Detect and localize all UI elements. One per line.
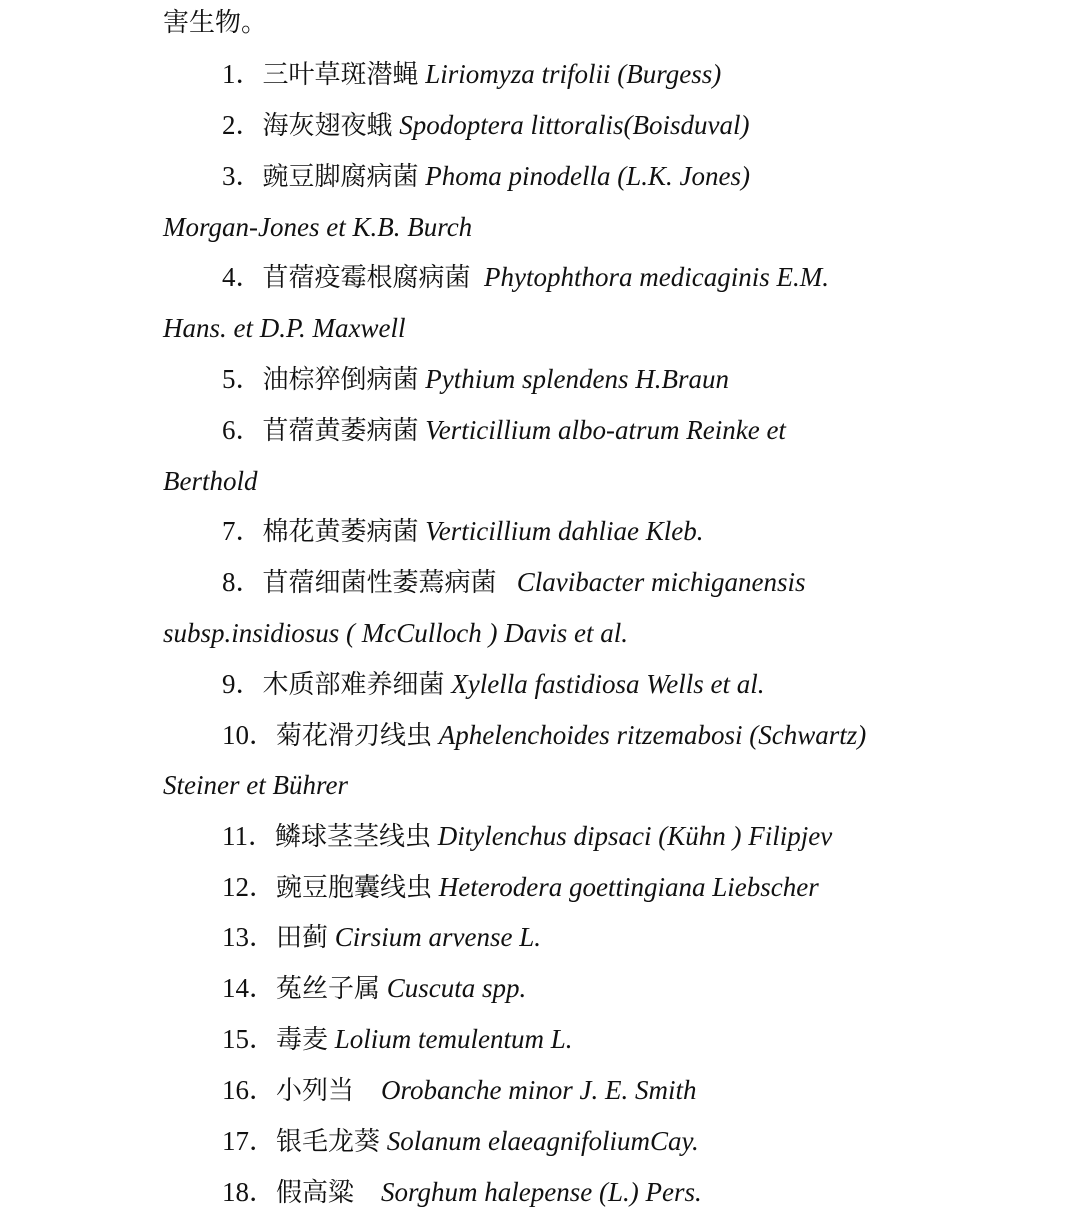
item-number: 4． <box>222 262 263 292</box>
chinese-name: 田蓟 <box>276 923 329 953</box>
list-item <box>222 920 541 955</box>
scientific-name: Phytophthora medicaginis E.M. <box>470 262 829 292</box>
chinese-name: 苜蓿黄萎病菌 <box>262 416 419 446</box>
scientific-name: Xylella fastidiosa Wells et al. <box>444 669 765 699</box>
list-item <box>222 1073 696 1108</box>
scientific-name: Orobanche minor J. E. Smith <box>354 1075 697 1105</box>
list-item <box>222 260 829 295</box>
item-number: 15． <box>222 1024 276 1054</box>
list-item <box>222 413 786 448</box>
list-item <box>222 971 526 1006</box>
item-number: 9． <box>222 669 263 699</box>
item-number: 11． <box>222 821 275 851</box>
chinese-name: 菊花滑刃线虫 <box>276 721 433 751</box>
chinese-name: 毒麦 <box>276 1025 329 1055</box>
chinese-name: 三叶草斑潜蝇 <box>262 60 419 90</box>
chinese-name: 海灰翅夜蛾 <box>262 111 393 141</box>
chinese-name: 棉花黄萎病菌 <box>262 517 419 547</box>
list-item <box>222 514 703 549</box>
scientific-name: Cuscuta spp. <box>380 973 527 1003</box>
scientific-name-continuation: Steiner et Bührer <box>163 770 348 800</box>
scientific-name: Verticillium albo-atrum Reinke et <box>418 415 786 445</box>
chinese-name: 油棕猝倒病菌 <box>262 365 419 395</box>
item-number: 6． <box>222 415 263 445</box>
scientific-name: Liriomyza trifolii (Burgess) <box>418 59 722 89</box>
list-item <box>222 362 729 397</box>
list-item <box>222 1022 573 1057</box>
chinese-name: 菟丝子属 <box>276 974 381 1004</box>
scientific-name: Aphelenchoides ritzemabosi (Schwartz) <box>432 720 867 750</box>
item-number: 8． <box>222 567 263 597</box>
item-number: 18． <box>222 1177 276 1207</box>
scientific-name: Phoma pinodella (L.K. Jones) <box>418 161 750 191</box>
list-item <box>222 870 819 905</box>
chinese-name: 银毛龙葵 <box>276 1127 381 1157</box>
scientific-name-continuation: Berthold <box>163 466 258 496</box>
scientific-name: Verticillium dahliae Kleb. <box>418 516 704 546</box>
chinese-name: 小列当 <box>276 1076 355 1106</box>
item-number: 10． <box>222 720 276 750</box>
item-number: 14． <box>222 973 276 1003</box>
item-number: 1． <box>222 59 263 89</box>
chinese-name: 苜蓿疫霉根腐病菌 <box>262 263 471 293</box>
list-item <box>222 565 805 600</box>
list-item <box>222 667 765 702</box>
list-item <box>222 57 721 92</box>
item-number: 12． <box>222 872 276 902</box>
list-item <box>222 159 750 194</box>
chinese-name: 木质部难养细菌 <box>262 670 445 700</box>
chinese-name: 豌豆胞囊线虫 <box>276 873 433 903</box>
chinese-name: 假高粱 <box>276 1178 355 1208</box>
item-number: 17． <box>222 1126 276 1156</box>
list-item <box>222 718 866 753</box>
scientific-name: Cirsium arvense L. <box>328 922 542 952</box>
scientific-name: Ditylenchus dipsaci (Kühn ) Filipjev <box>431 821 833 851</box>
list-item <box>222 819 832 854</box>
list-item <box>222 1124 699 1159</box>
list-item <box>222 108 750 143</box>
chinese-name: 苜蓿细菌性萎蔫病菌 <box>262 568 497 598</box>
item-number: 7． <box>222 516 263 546</box>
scientific-name: Sorghum halepense (L.) Pers. <box>354 1177 702 1207</box>
scientific-name: Solanum elaeagnifoliumCay. <box>380 1126 699 1156</box>
chinese-name: 鳞球茎茎线虫 <box>275 822 432 852</box>
item-number: 13． <box>222 922 276 952</box>
scientific-name-continuation: Morgan-Jones et K.B. Burch <box>163 212 473 242</box>
scientific-name: Pythium splendens H.Braun <box>418 364 729 394</box>
scientific-name-continuation: subsp.insidiosus ( McCulloch ) Davis et al. <box>163 618 628 648</box>
item-number: 2． <box>222 110 263 140</box>
item-number: 5． <box>222 364 263 394</box>
intro-text: 害生物。 <box>163 8 268 38</box>
scientific-name-continuation: Hans. et D.P. Maxwell <box>163 313 406 343</box>
scientific-name: Heterodera goettingiana Liebscher <box>432 872 819 902</box>
chinese-name: 豌豆脚腐病菌 <box>262 162 419 192</box>
scientific-name: Spodoptera littoralis(Boisduval) <box>392 110 750 140</box>
item-number: 16． <box>222 1075 276 1105</box>
scientific-name: Clavibacter michiganensis <box>496 567 806 597</box>
list-item <box>222 1175 702 1210</box>
item-number: 3． <box>222 161 263 191</box>
scientific-name: Lolium temulentum L. <box>328 1024 573 1054</box>
